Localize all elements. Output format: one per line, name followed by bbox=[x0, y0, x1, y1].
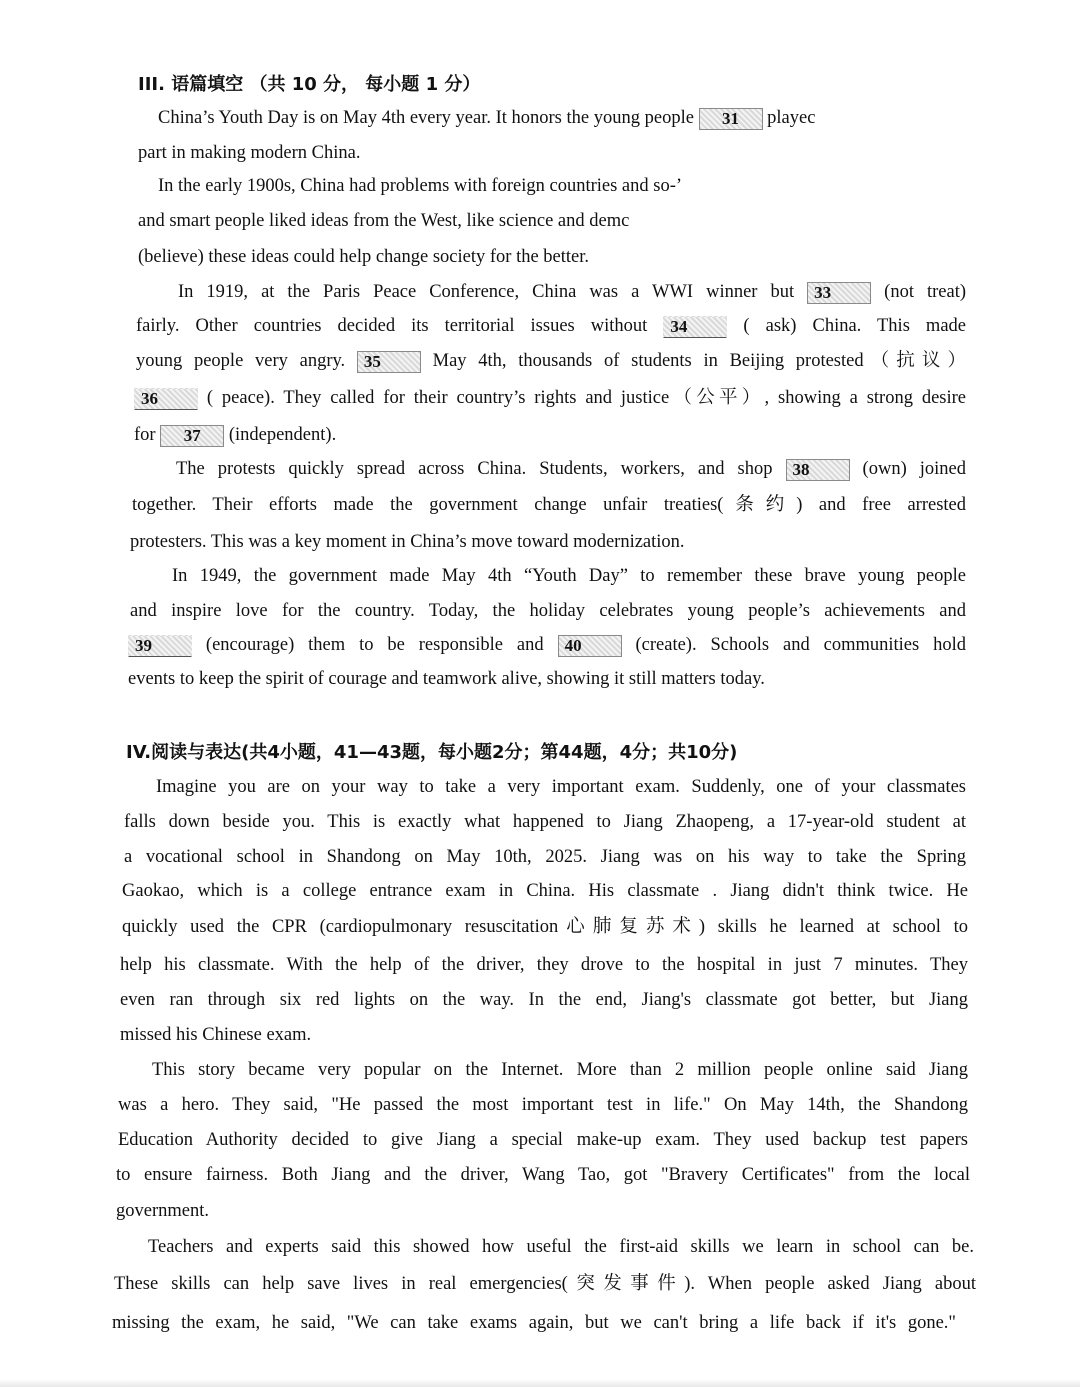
blank-39[interactable]: 39 bbox=[128, 635, 192, 657]
passage-line: events to keep the spirit of courage and teamwork alive, showing it still matters today. bbox=[128, 669, 765, 689]
text-span: China’s Youth Day is on May 4th every year. It honors the young people bbox=[158, 108, 694, 128]
passage-line bbox=[128, 633, 966, 657]
reading-line: missed his Chinese exam. bbox=[120, 1025, 312, 1045]
passage-line: In 1949, the government made May 4th “Youth Day” to remember these brave young people bbox=[172, 566, 966, 586]
text-span: for bbox=[134, 425, 156, 445]
reading-line: This story became very popular on the Internet. More than 2 million people online said Jiang bbox=[152, 1060, 968, 1080]
section-4-heading: IV.阅读与表达(共4小题，41—43题，每小题2分；第44题，4分；共10分) bbox=[126, 742, 738, 763]
passage-line bbox=[136, 349, 966, 373]
blank-35[interactable]: 35 bbox=[357, 351, 421, 373]
passage-line bbox=[134, 386, 966, 410]
text-span: ( ask) China. This made bbox=[743, 316, 966, 336]
reading-line: Education Authority decided to give Jiang a special make-up exam. They used backup test papers bbox=[118, 1130, 968, 1150]
text-span: The protests quickly spread across China. Students, workers, and shop bbox=[176, 459, 773, 479]
reading-line: Imagine you are on your way to take a very important exam. Suddenly, one of your classmates bbox=[156, 777, 966, 797]
reading-line: Gaokao, which is a college entrance exam in China. His classmate . Jiang didn't think twice. He bbox=[122, 881, 968, 901]
text-span: (create). Schools and communities hold bbox=[635, 635, 966, 655]
passage-line: In the early 1900s, China had problems with foreign countries and so‑’ bbox=[158, 176, 683, 196]
passage-line: (believe) these ideas could help change society for the better. bbox=[138, 247, 590, 267]
blank-34[interactable]: 34 bbox=[663, 316, 727, 338]
passage-line bbox=[158, 106, 815, 130]
text-span: young people very angry. bbox=[136, 351, 346, 371]
passage-line: protesters. This was a key moment in China’s move toward modernization. bbox=[130, 532, 685, 552]
blank-31[interactable]: 31 bbox=[699, 108, 763, 130]
blank-33[interactable]: 33 bbox=[807, 282, 871, 304]
reading-line: was a hero. They said, "He passed the most important test in life." On May 14th, the Shandong bbox=[118, 1095, 968, 1115]
blank-37[interactable]: 37 bbox=[160, 425, 224, 447]
blank-36[interactable]: 36 bbox=[134, 388, 198, 410]
passage-line bbox=[176, 457, 966, 481]
scan-edge bbox=[0, 1379, 1080, 1387]
text-span: May 4th, thousands of students in Beijing protested（抗议） bbox=[432, 351, 967, 371]
text-span: (independent). bbox=[228, 425, 337, 445]
reading-line: government. bbox=[116, 1201, 209, 1221]
reading-line: even ran through six red lights on the way. In the end, Jiang's classmate got better, but Jiang bbox=[120, 990, 968, 1010]
reading-line: Teachers and experts said this showed how useful the first-aid skills we learn in school can be. bbox=[148, 1237, 974, 1257]
reading-line: falls down beside you. This is exactly what happened to Jiang Zhaopeng, a 17-year-old student at bbox=[124, 812, 966, 832]
blank-38[interactable]: 38 bbox=[786, 459, 850, 481]
reading-line: quickly used the CPR (cardiopulmonary resuscitation心肺复苏术) skills he learned at school to bbox=[122, 917, 968, 937]
reading-line: missing the exam, he said, "We can take exams again, but we can't bring a life back if it's gone." bbox=[112, 1313, 956, 1333]
reading-line: to ensure fairness. Both Jiang and the driver, Wang Tao, got "Bravery Certificates" from the local bbox=[116, 1165, 970, 1185]
passage-line: and inspire love for the country. Today, the holiday celebrates young people’s achievements and bbox=[130, 601, 966, 621]
text-span: In 1919, at the Paris Peace Conference, China was a WWI winner but bbox=[178, 282, 795, 302]
passage-line bbox=[134, 423, 336, 447]
reading-line: help his classmate. With the help of the driver, they drove to the hospital in just 7 minutes. They bbox=[120, 955, 968, 975]
text-span: playec bbox=[767, 108, 816, 128]
passage-line: part in making modern China. bbox=[138, 143, 361, 163]
text-span: (not treat) bbox=[884, 282, 966, 302]
text-span: ( peace). They called for their country’s rights and justice（公平）, showing a strong desire bbox=[206, 388, 966, 408]
passage-line bbox=[136, 314, 966, 338]
text-span: (encourage) them to be responsible and bbox=[205, 635, 544, 655]
passage-line bbox=[178, 280, 966, 304]
reading-line: These skills can help save lives in real emergencies(突发事件). When people asked Jiang about bbox=[114, 1274, 976, 1294]
text-span: (own) joined bbox=[862, 459, 966, 479]
passage-line: together. Their efforts made the government change unfair treaties(条约) and free arrested bbox=[132, 495, 966, 515]
blank-40[interactable]: 40 bbox=[558, 635, 622, 657]
passage-line: and smart people liked ideas from the West, like science and demc bbox=[138, 211, 630, 231]
reading-line: a vocational school in Shandong on May 10th, 2025. Jiang was on his way to take the Spring bbox=[124, 847, 966, 867]
text-span: fairly. Other countries decided its territorial issues without bbox=[136, 316, 648, 336]
section-3-heading: III. 语篇填空 （共 10 分， 每小题 1 分） bbox=[138, 74, 481, 95]
